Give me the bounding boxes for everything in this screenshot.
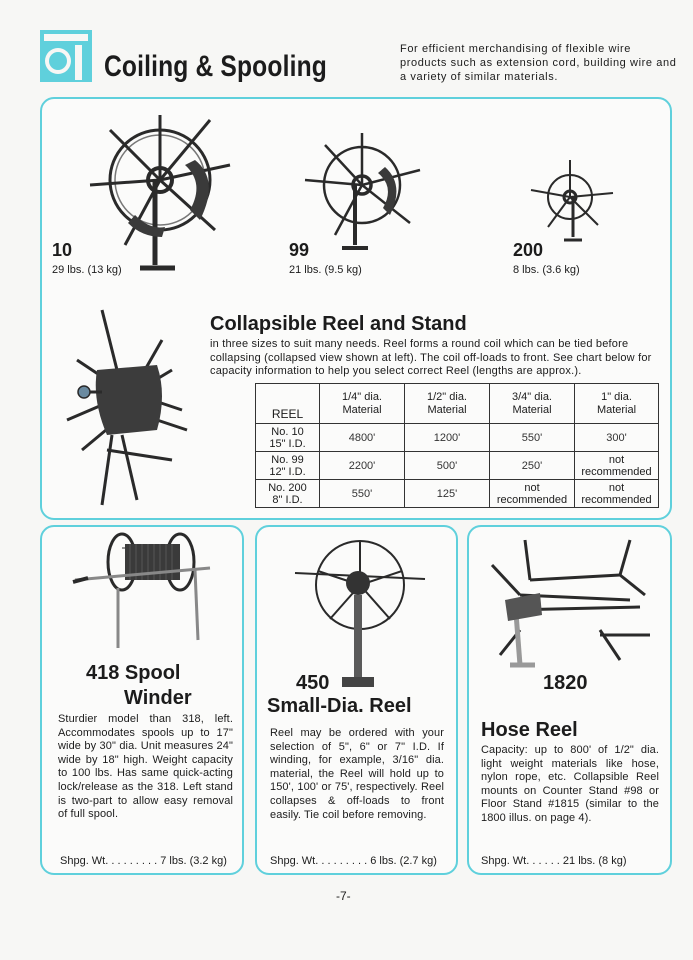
reel-99-weight: 21 lbs. (9.5 kg) xyxy=(289,264,362,276)
reel-200-weight: 8 lbs. (3.6 kg) xyxy=(513,264,580,276)
product-450-shipping: Shpg. Wt. . . . . . . . . 6 lbs. (2.7 kg) xyxy=(270,855,437,867)
column-header-reel: REEL xyxy=(256,384,320,424)
reel-cell-line: No. 10 xyxy=(271,425,304,438)
brand-logo xyxy=(40,30,92,82)
reel-cell-line: 12" I.D. xyxy=(269,465,306,478)
capacity-cell: not recommended xyxy=(575,480,659,508)
table-header-row xyxy=(256,384,659,424)
collapsible-reel-title: Collapsible Reel and Stand xyxy=(210,313,467,335)
column-header xyxy=(490,384,575,424)
product-450-description: Reel may be ordered with your selection of 5", 6" or 7" I.D. If winding, for example, 3/16" dia. material, the Reel will hold up to 150', 100' or 75', respectively. Reel collapses & off-loads to front easily. Tie coil before removing. xyxy=(270,727,444,821)
capacity-cell: 250' xyxy=(490,452,575,480)
reel-cell-line: No. 200 xyxy=(268,481,307,494)
reel-cell-line: No. 99 xyxy=(271,453,304,466)
product-1820-description: Capacity: up to 800' of 1/2" dia. light weight materials like hose, nylon rope, etc. Collapsible Reel mounts on Counter Stand #98 or Floor Stand #1815 (similar to the 1800 illus. on page 4). xyxy=(481,744,659,824)
product-450-name: Small-Dia. Reel xyxy=(267,695,412,717)
reel-cell-line: 8" I.D. xyxy=(272,493,303,506)
reel-cell xyxy=(256,424,320,452)
collapsible-reel-description: in three sizes to suit many needs. Reel forms a round coil which can be tied before collapsing (collapsed view shown at left). The coil off-loads to front. See chart below for capacity information to help you select correct Reel (lengths are approx.). xyxy=(210,338,652,377)
column-header-line: 3/4" dia. xyxy=(512,390,552,403)
capacity-cell: not recommended xyxy=(575,452,659,480)
reel-99-model: 99 xyxy=(289,240,310,260)
intro-text: For efficient merchandising of flexible wire products such as extension cord, building wire and a variety of similar materials. xyxy=(400,43,677,83)
column-header-line: 1/2" dia. xyxy=(427,390,467,403)
column-header-line: Material xyxy=(512,403,552,416)
page-number: -7- xyxy=(336,889,351,903)
spool-winder-illustration xyxy=(70,530,220,650)
table-row xyxy=(256,480,659,508)
product-418-name: Winder xyxy=(124,687,192,709)
product-1820-model: 1820 xyxy=(543,672,588,694)
product-1820-name: Hose Reel xyxy=(481,719,578,741)
reel-10-illustration xyxy=(80,105,255,275)
column-header-line: Material xyxy=(342,403,382,416)
column-header-line: 1/4" dia. xyxy=(342,390,382,403)
column-header xyxy=(405,384,490,424)
reel-10-weight: 29 lbs. (13 kg) xyxy=(52,264,122,276)
product-1820-shipping: Shpg. Wt. . . . . . 21 lbs. (8 kg) xyxy=(481,855,627,867)
capacity-cell: not recommended xyxy=(490,480,575,508)
capacity-cell: 550' xyxy=(320,480,405,508)
reel-99-illustration xyxy=(300,125,435,255)
capacity-cell: 300' xyxy=(575,424,659,452)
column-header-line: Material xyxy=(596,403,637,416)
capacity-cell: 4800' xyxy=(320,424,405,452)
table-row xyxy=(256,424,659,452)
column-header xyxy=(320,384,405,424)
capacity-cell: 125' xyxy=(405,480,490,508)
collapsed-reel-illustration xyxy=(62,300,197,510)
reel-cell xyxy=(256,452,320,480)
column-header-line: 1" dia. xyxy=(601,390,632,403)
reel-cell xyxy=(256,480,320,508)
product-418-shipping: Shpg. Wt. . . . . . . . . 7 lbs. (3.2 kg) xyxy=(60,855,227,867)
product-450-model: 450 xyxy=(296,672,330,694)
capacity-table xyxy=(255,383,659,508)
reel-10-model: 10 xyxy=(52,240,73,260)
page-title: Coiling & Spooling xyxy=(104,50,327,83)
column-header xyxy=(575,384,659,424)
product-418-model: 418 Spool xyxy=(86,662,181,684)
column-header-line: Material xyxy=(427,403,467,416)
product-418-description: Sturdier model than 318, left. Accommodates spools up to 17" wide by 30" dia. Unit measures 24" wide by 18" high. Weight capacity to 100 lbs. Has same quick-acting lock/release as the 318. Left stand is two-part to allow easy removal of full spool. xyxy=(58,713,233,821)
capacity-cell: 500' xyxy=(405,452,490,480)
capacity-cell: 1200' xyxy=(405,424,490,452)
small-dia-reel-illustration xyxy=(290,535,430,695)
capacity-cell: 550' xyxy=(490,424,575,452)
table-row xyxy=(256,452,659,480)
reel-200-model: 200 xyxy=(513,240,544,260)
reel-cell-line: 15" I.D. xyxy=(269,437,306,450)
capacity-cell: 2200' xyxy=(320,452,405,480)
hose-reel-illustration xyxy=(480,535,660,675)
reel-200-illustration xyxy=(528,155,618,245)
